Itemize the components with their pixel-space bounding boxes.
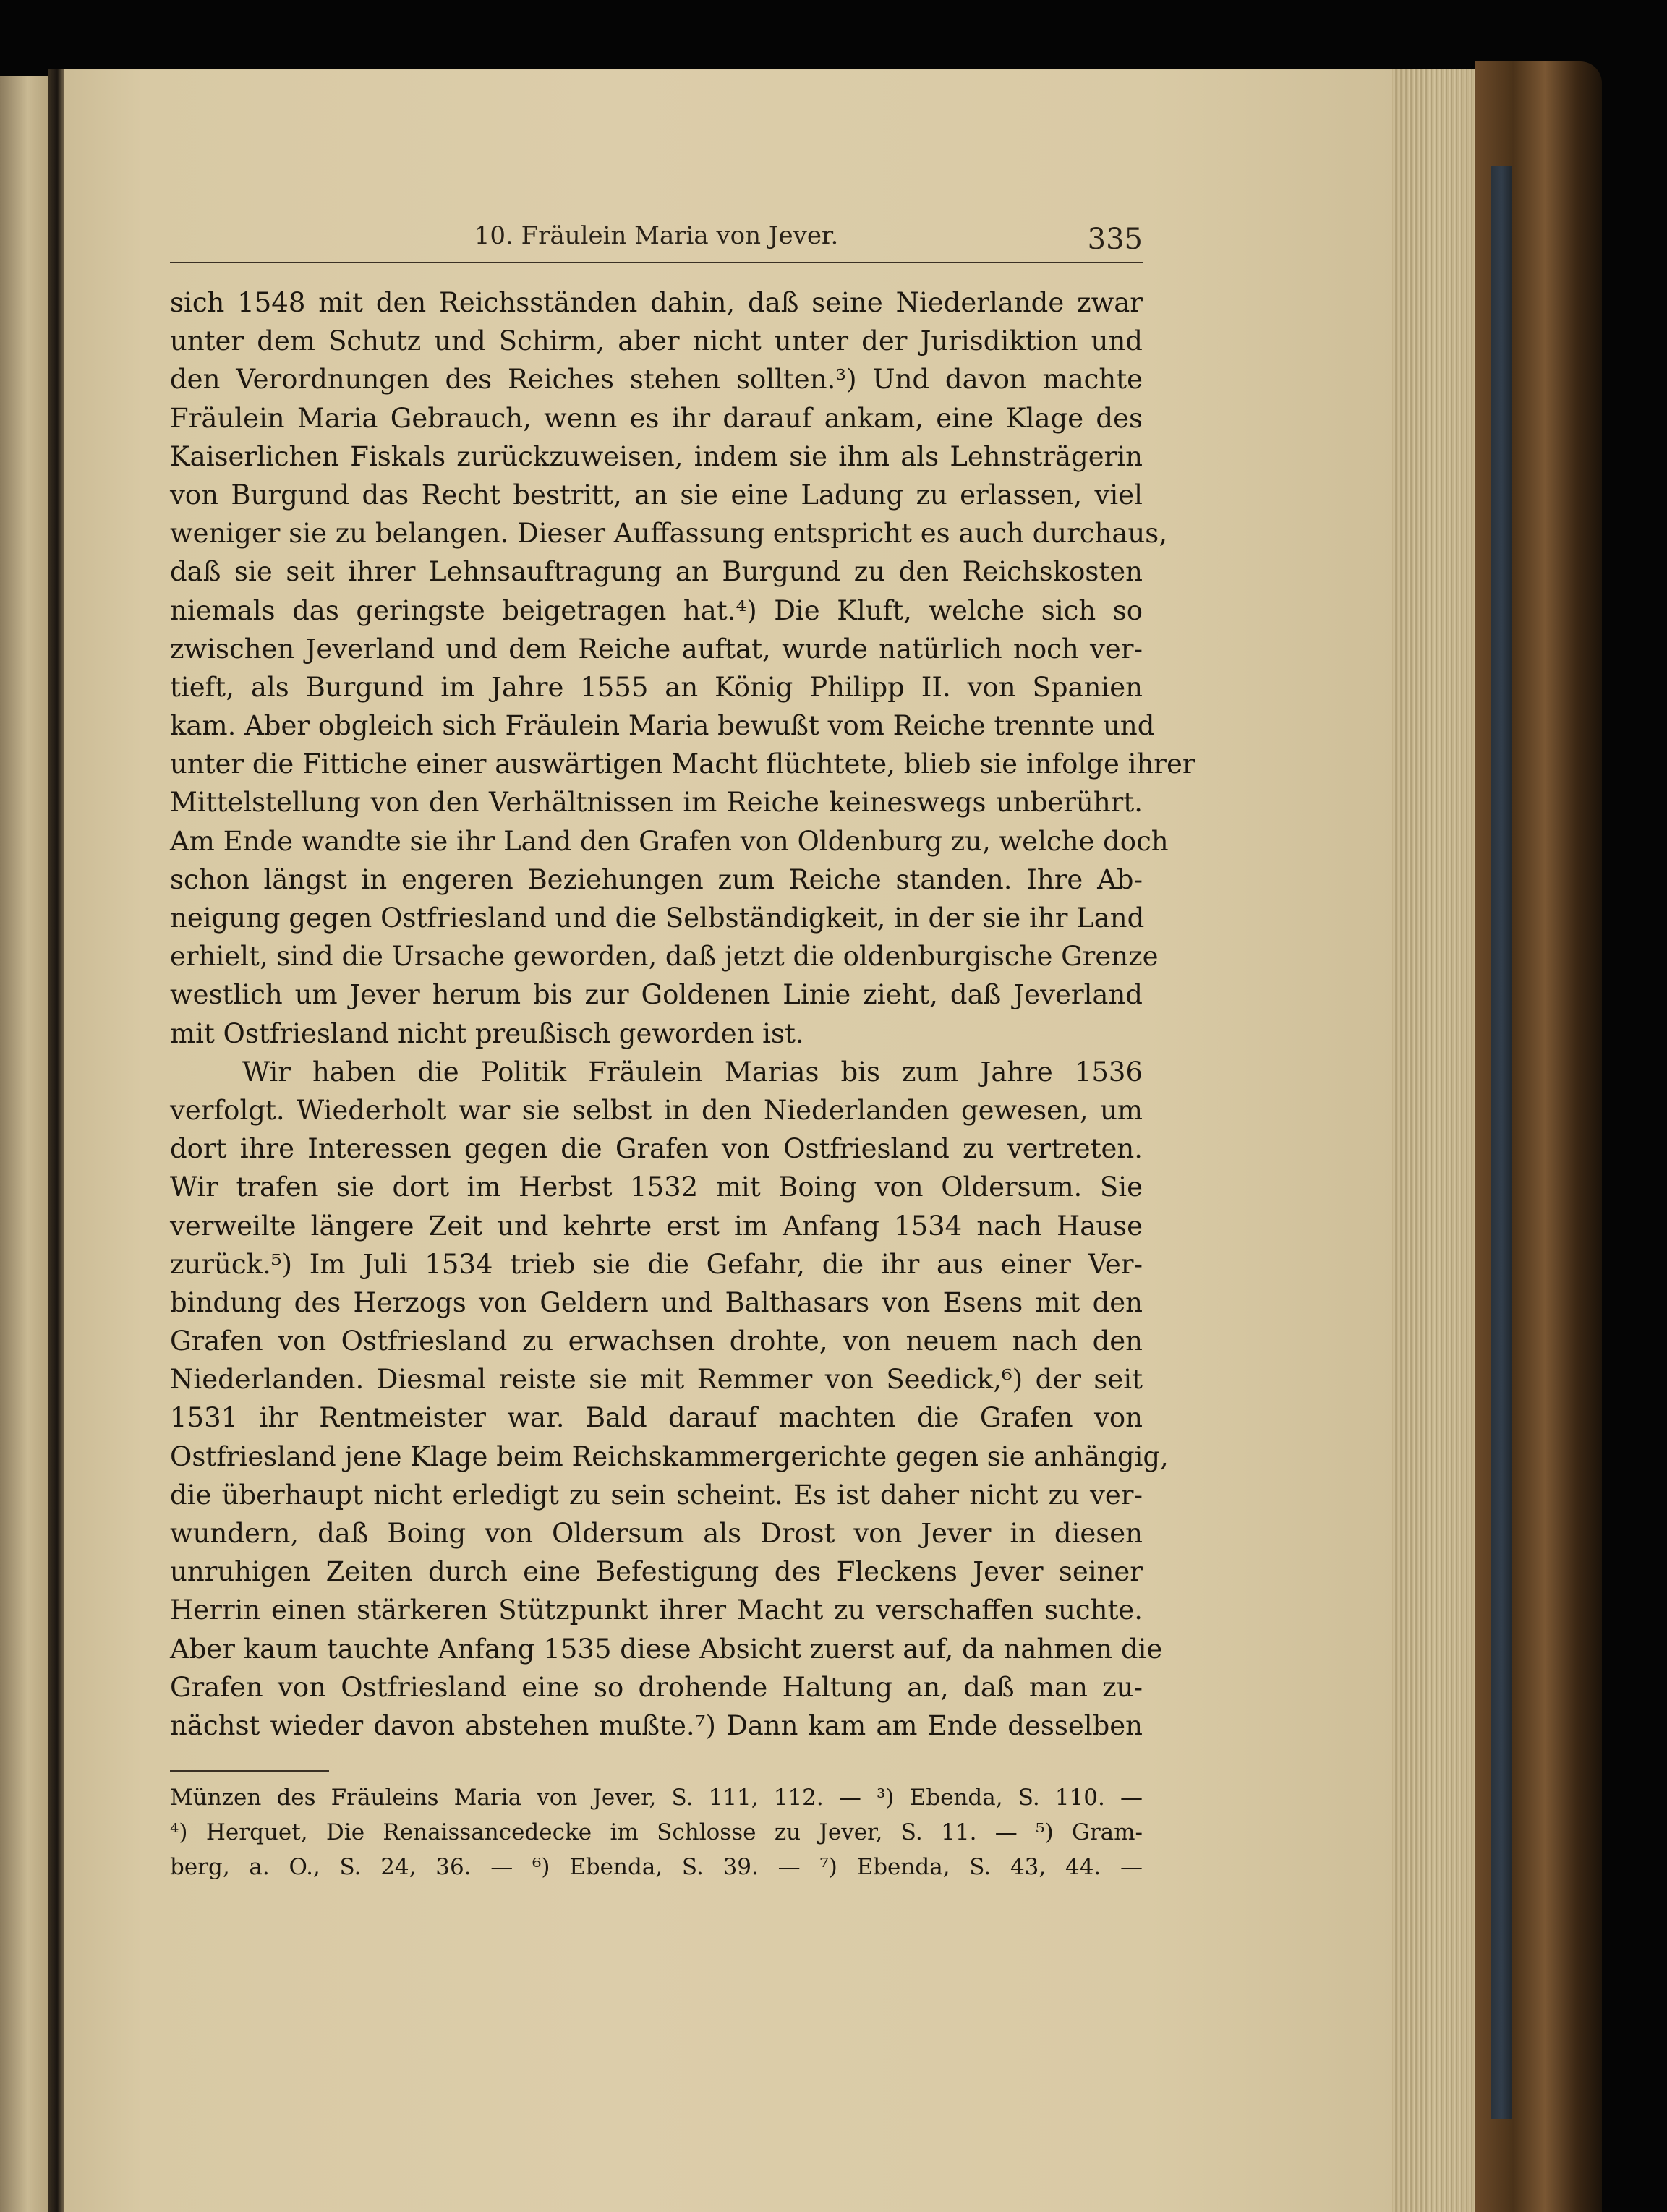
text-line: dort ihre Interessen gegen die Grafen von Ostfriesland zu vertreten. — [170, 1133, 1143, 1165]
text-line: verweilte längere Zeit und kehrte erst im Anfang 1534 nach Hause — [170, 1210, 1143, 1242]
body-text — [170, 283, 1195, 1745]
previous-page-edge — [0, 76, 51, 2212]
footnotes — [170, 1780, 1143, 1884]
text-line: verfolgt. Wiederholt war sie selbst in den Niederlanden gewesen, um — [170, 1094, 1143, 1126]
text-line: sich 1548 mit den Reichsständen dahin, daß seine Niederlande zwar — [170, 287, 1143, 318]
text-line: Am Ende wandte sie ihr Land den Grafen von Oldenburg zu, welche doch — [170, 825, 1169, 857]
text-line: Kaiserlichen Fiskals zurückzuweisen, indem sie ihm als Lehnsträgerin — [170, 440, 1143, 472]
text-line: Grafen von Ostfriesland eine so drohende Haltung an, daß man zu- — [170, 1671, 1143, 1703]
text-line: westlich um Jever herum bis zur Goldenen Linie zieht, daß Jeverland — [170, 979, 1143, 1011]
text-line: daß sie seit ihrer Lehnsauftragung an Burgund zu den Reichskosten — [170, 556, 1143, 588]
text-line: den Verordnungen des Reiches stehen sollten.³) Und davon machte — [170, 364, 1143, 396]
text-line: kam. Aber obgleich sich Fräulein Maria bewußt vom Reiche trennte und — [170, 710, 1155, 742]
text-line: neigung gegen Ostfriesland und die Selbständigkeit, in der sie ihr Land — [170, 902, 1145, 934]
footnote-line: ⁴) Herquet, Die Renaissancedecke im Schlosse zu Jever, S. 11. — ⁵) Gram- — [170, 1819, 1143, 1845]
running-head-title: 10. Fräulein Maria von Jever. — [474, 221, 839, 250]
text-line: zurück.⁵) Im Juli 1534 trieb sie die Gefahr, die ihr aus einer Ver- — [170, 1248, 1143, 1280]
text-line: unter die Fittiche einer auswärtigen Macht flüchtete, blieb sie infolge ihrer — [170, 748, 1195, 780]
text-line: tieft, als Burgund im Jahre 1555 an König Philipp II. von Spanien — [170, 671, 1143, 703]
text-line: Niederlanden. Diesmal reiste sie mit Remmer von Seedick,⁶) der seit — [170, 1364, 1143, 1396]
text-line: 1531 ihr Rentmeister war. Bald darauf machten die Grafen von — [170, 1402, 1143, 1434]
paragraph-first-line: Wir haben die Politik Fräulein Marias bis zum Jahre 1536 — [242, 1056, 1143, 1088]
text-line: Aber kaum tauchte Anfang 1535 diese Absicht zuerst auf, da nahmen die — [170, 1633, 1163, 1665]
text-line: nächst wieder davon abstehen mußte.⁷) Dann kam am Ende desselben — [170, 1709, 1143, 1741]
header-rule — [170, 262, 1143, 263]
book-gutter — [48, 69, 64, 2212]
text-line: die überhaupt nicht erledigt zu sein scheint. Es ist daher nicht zu ver- — [170, 1479, 1143, 1511]
page-number: 335 — [1087, 223, 1143, 256]
cover-binding — [1491, 166, 1512, 2119]
text-line: Wir trafen sie dort im Herbst 1532 mit Boing von Oldersum. Sie — [170, 1171, 1143, 1203]
text-line: unter dem Schutz und Schirm, aber nicht unter der Jurisdiktion und — [170, 325, 1143, 357]
text-line: zwischen Jeverland und dem Reiche auftat, wurde natürlich noch ver- — [170, 633, 1143, 665]
text-line: niemals das geringste beigetragen hat.⁴) Die Kluft, welche sich so — [170, 594, 1143, 626]
text-line: wundern, daß Boing von Oldersum als Drost von Jever in diesen — [170, 1518, 1143, 1549]
running-head — [170, 217, 1143, 260]
text-line: unruhigen Zeiten durch eine Befestigung des Fleckens Jever seiner — [170, 1556, 1143, 1588]
text-line: von Burgund das Recht bestritt, an sie eine Ladung zu erlassen, viel — [170, 479, 1143, 511]
footnote-rule — [170, 1770, 329, 1772]
page-edges — [1392, 69, 1486, 2212]
text-line: Herrin einen stärkeren Stützpunkt ihrer Macht zu verschaffen suchte. — [170, 1594, 1143, 1626]
text-line: erhielt, sind die Ursache geworden, daß jetzt die oldenburgische Grenze — [170, 941, 1159, 973]
paragraph-last-line: mit Ostfriesland nicht preußisch geworden ist. — [170, 1017, 804, 1049]
footnote-line: Münzen des Fräuleins Maria von Jever, S. 111, 112. — ³) Ebenda, S. 110. — — [170, 1785, 1143, 1811]
text-line: weniger sie zu belangen. Dieser Auffassung entspricht es auch durchaus, — [170, 518, 1167, 550]
text-line: bindung des Herzogs von Geldern und Balthasars von Esens mit den — [170, 1286, 1143, 1318]
text-line: Grafen von Ostfriesland zu erwachsen drohte, von neuem nach den — [170, 1325, 1143, 1357]
footnote-line: berg, a. O., S. 24, 36. — ⁶) Ebenda, S. 39. — ⁷) Ebenda, S. 43, 44. — — [170, 1854, 1143, 1880]
text-line: Ostfriesland jene Klage beim Reichskammergerichte gegen sie anhängig, — [170, 1440, 1169, 1472]
text-line: schon längst in engeren Beziehungen zum Reiche standen. Ihre Ab- — [170, 863, 1143, 895]
text-line: Mittelstellung von den Verhältnissen im Reiche keineswegs unberührt. — [170, 787, 1143, 819]
text-line: Fräulein Maria Gebrauch, wenn es ihr darauf ankam, eine Klage des — [170, 402, 1143, 434]
